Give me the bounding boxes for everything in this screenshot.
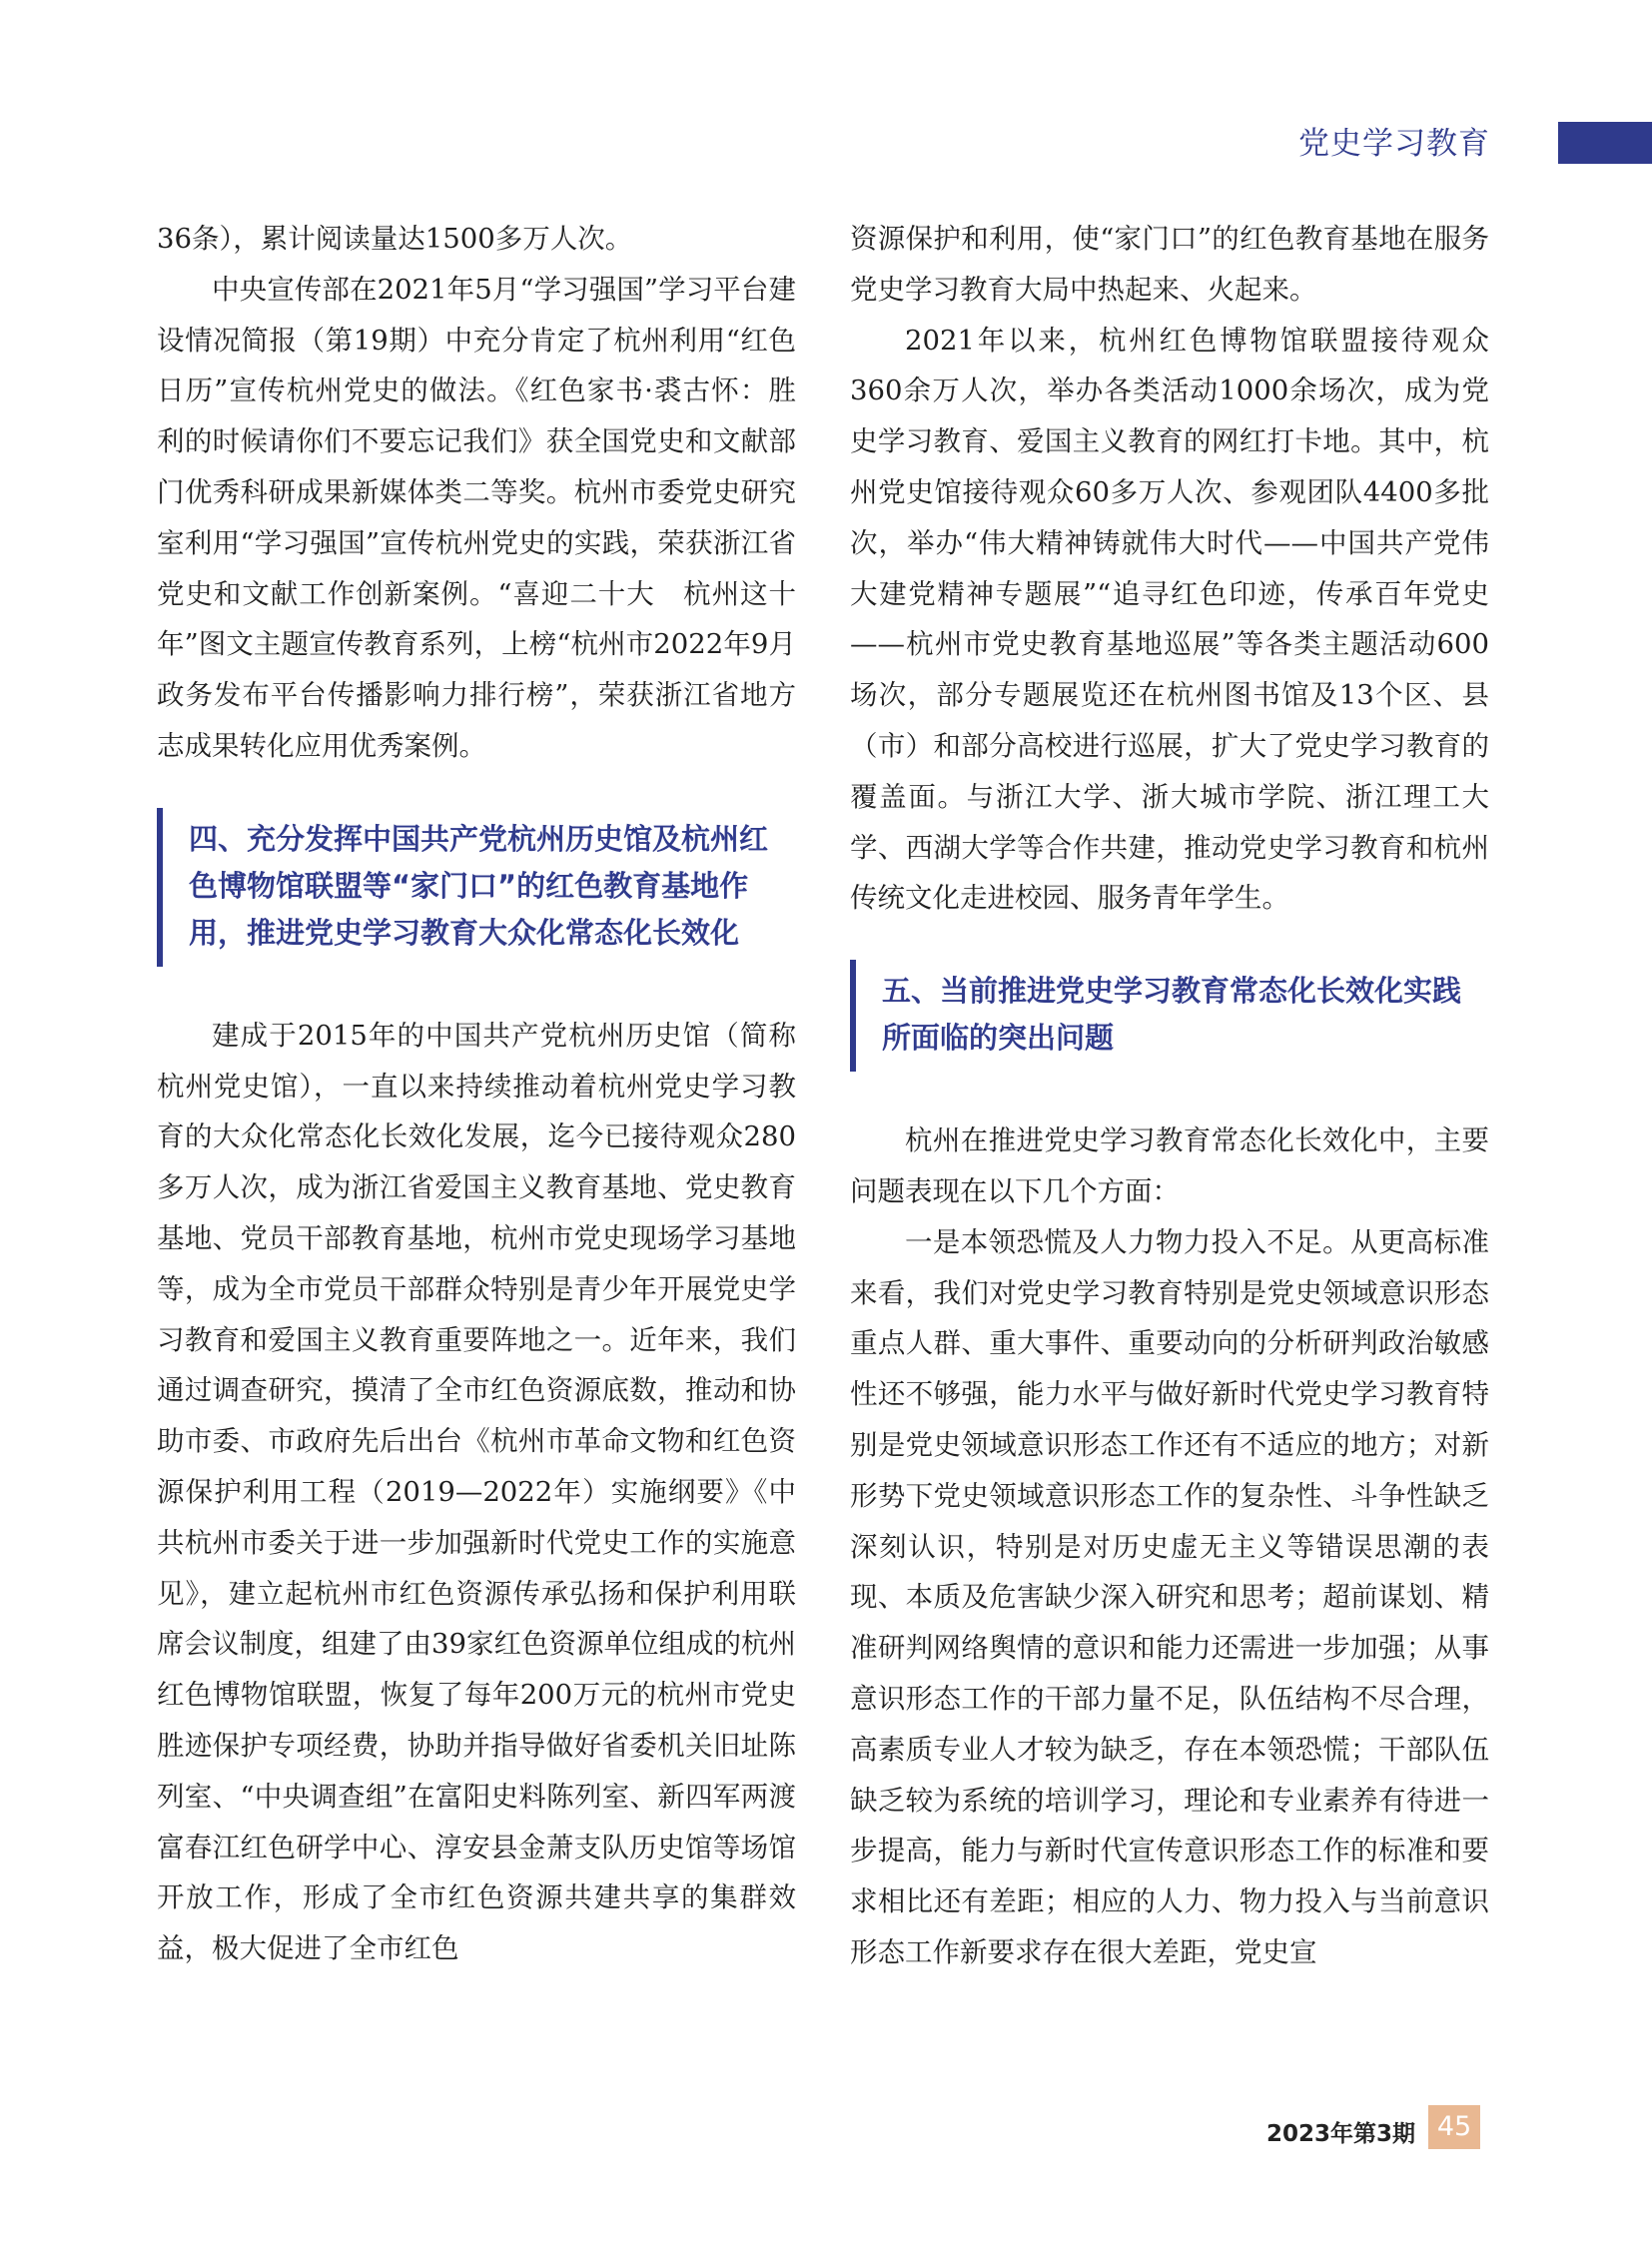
- section-heading-5: 五、当前推进党史学习教育常态化长效化实践所面临的突出问题: [850, 960, 1489, 1072]
- paragraph: 建成于2015年的中国共产党杭州历史馆（简称杭州党史馆），一直以来持续推动着杭州党史学习教育的大众化常态化长效化发展，迄今已接待观众280多万人次，成为浙江省爱国主义教育基地、党史教育基地、党员干部教育基地，杭州市党史现场学习基地等，成为全市党员干部群众特别是青少年开展党史学习教育和爱国主义教育重要阵地之一。近年来，我们通过调查研究，摸清了全市红色资源底数，推动和协助市委、市政府先后出台《杭州市革命文物和红色资源保护利用工程（2019—2022年）实施纲要》《中共杭州市委关于进一步加强新时代党史工作的实施意见》，建立起杭州市红色资源传承弘扬和保护利用联席会议制度，组建了由39家红色资源单位组成的杭州红色博物馆联盟，恢复了每年200万元的杭州市党史胜迹保护专项经费，协助并指导做好省委机关旧址陈列室、“中央调查组”在富阳史料陈列室、新四军两渡富春江红色研学中心、淳安县金萧支队历史馆等场馆开放工作，形成了全市红色资源共建共享的集群效益，极大促进了全市红色: [157, 1019, 796, 1965]
- section-heading-4: 四、充分发挥中国共产党杭州历史馆及杭州红色博物馆联盟等“家门口”的红色教育基地作用，推进党史学习教育大众化常态化长效化: [157, 808, 796, 967]
- page-number: 45: [1428, 2105, 1480, 2149]
- paragraph: 中央宣传部在2021年5月“学习强国”学习平台建设情况简报（第19期）中充分肯定了杭州利用“红色日历”宣传杭州党史的做法。《红色家书·裘古怀：胜利的时候请你们不要忘记我们》获全国党史和文献部门优秀科研成果新媒体类二等奖。杭州市委党史研究室利用“学习强国”宣传杭州党史的实践，荣获浙江省党史和文献工作创新案例。“喜迎二十大 杭州这十年”图文主题宣传教育系列，上榜“杭州市2022年9月政务发布平台传播影响力排行榜”，荣获浙江省地方志成果转化应用优秀案例。: [157, 273, 796, 762]
- issue-label: 2023年第3期: [1266, 2121, 1416, 2147]
- header-accent-bar: [1558, 122, 1652, 164]
- right-column: [850, 214, 1489, 1978]
- section-title: 党史学习教育: [1298, 126, 1490, 162]
- paragraph: 一是本领恐慌及人力物力投入不足。从更高标准来看，我们对党史学习教育特别是党史领域意识形态重点人群、重大事件、重要动向的分析研判政治敏感性还不够强，能力水平与做好新时代党史学习教育特别是党史领域意识形态工作还有不适应的地方；对新形势下党史领域意识形态工作的复杂性、斗争性缺乏深刻认识，特别是对历史虚无主义等错误思潮的表现、本质及危害缺少深入研究和思考；超前谋划、精准研判网络舆情的意识和能力还需进一步加强；从事意识形态工作的干部力量不足，队伍结构不尽合理，高素质专业人才较为缺乏，存在本领恐慌；干部队伍缺乏较为系统的培训学习，理论和专业素养有待进一步提高，能力与新时代宣传意识形态工作的标准和要求相比还有差距；相应的人力、物力投入与当前意识形态工作新要求存在很大差距，党史宣: [850, 1225, 1489, 1968]
- paragraph: 资源保护和利用，使“家门口”的红色教育基地在服务党史学习教育大局中热起来、火起来。: [850, 223, 1489, 306]
- paragraph: 2021年以来，杭州红色博物馆联盟接待观众360余万人次，举办各类活动1000余场次，成为党史学习教育、爱国主义教育的网红打卡地。其中，杭州党史馆接待观众60多万人次、参观团队4400多批次，举办“伟大精神铸就伟大时代——中国共产党伟大建党精神专题展”“追寻红色印迹，传承百年党史——杭州市党史教育基地巡展”等各类主题活动600场次，部分专题展览还在杭州图书馆及13个区、县（市）和部分高校进行巡展，扩大了党史学习教育的覆盖面。与浙江大学、浙大城市学院、浙江理工大学、西湖大学等合作共建，推动党史学习教育和杭州传统文化走进校园、服务青年学生。: [850, 324, 1489, 915]
- left-column: [157, 214, 796, 1974]
- paragraph: 杭州在推进党史学习教育常态化长效化中，主要问题表现在以下几个方面：: [850, 1124, 1489, 1207]
- paragraph: 36条），累计阅读量达1500多万人次。: [157, 223, 633, 255]
